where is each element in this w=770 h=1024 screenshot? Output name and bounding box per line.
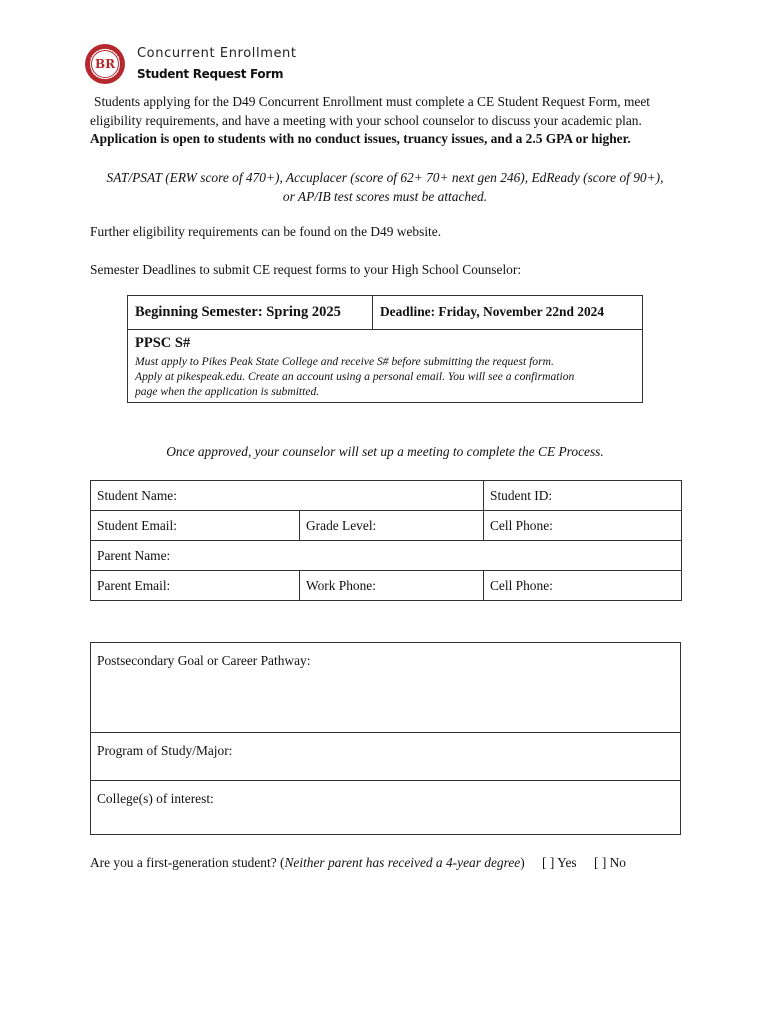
intro-text (90, 93, 690, 149)
intro-line-2: eligibility requirements, and have a meeting with your school counselor to discuss your academic plan. (90, 112, 642, 128)
ppsc-note-line-3: page when the application is submitted. (135, 385, 320, 398)
svg-text:BR: BR (94, 57, 116, 71)
first-gen-hint: Neither parent has received a 4-year degree (284, 855, 521, 870)
program-of-study-field[interactable] (91, 733, 680, 781)
parent-name-field[interactable]: Parent Name: (91, 541, 682, 571)
deadlines-intro: Semester Deadlines to submit CE request forms to your High School Counselor: (90, 262, 522, 277)
program-of-study-label: Program of Study/Major: (97, 743, 233, 758)
student-cell-phone-field[interactable]: Cell Phone: (484, 511, 682, 541)
deadline-divider (372, 296, 373, 329)
goals-box (90, 642, 681, 835)
intro-line-1: Students applying for the D49 Concurrent Enrollment must complete a CE Student Request Form, meet (94, 94, 650, 109)
table-row (91, 481, 682, 511)
header-subtitle: Student Request Form (137, 67, 284, 81)
parent-email-field[interactable]: Parent Email: (91, 571, 300, 601)
semester-label: Beginning Semester: Spring 2025 (135, 304, 341, 320)
ppsc-note (135, 354, 630, 399)
colleges-of-interest-label: College(s) of interest: (97, 791, 214, 806)
student-name-field[interactable]: Student Name: (91, 481, 484, 511)
first-gen-yes-checkbox[interactable]: [ ] Yes (542, 855, 577, 870)
ppsc-note-line-1: Must apply to Pikes Peak State College and receive S# before submitting the request form. (135, 355, 554, 368)
first-gen-text: Are you a first-generation student? ( (90, 855, 285, 870)
header-title: Concurrent Enrollment (137, 46, 297, 61)
ppsc-note-line-2: Apply at pikespeak.edu. Create an account using a personal email. You will see a confirmation (135, 370, 575, 383)
student-email-field[interactable]: Student Email: (91, 511, 300, 541)
test-scores-note (60, 168, 710, 206)
ppsc-title: PPSC S# (135, 335, 191, 351)
first-gen-no-checkbox[interactable]: [ ] No (594, 855, 626, 870)
table-row (91, 511, 682, 541)
first-gen-close: ) (520, 855, 525, 870)
postsecondary-goal-label: Postsecondary Goal or Career Pathway: (97, 653, 311, 668)
district-logo (84, 43, 126, 85)
work-phone-field[interactable]: Work Phone: (300, 571, 484, 601)
intro-line-3: Application is open to students with no conduct issues, truancy issues, and a 2.5 GPA or higher. (90, 131, 631, 147)
colleges-of-interest-field[interactable] (91, 781, 680, 834)
parent-cell-phone-field[interactable]: Cell Phone: (484, 571, 682, 601)
table-row (91, 571, 682, 601)
first-gen-question (90, 855, 626, 871)
grade-level-field[interactable]: Grade Level: (300, 511, 484, 541)
table-row (91, 541, 682, 571)
postsecondary-goal-field[interactable] (91, 643, 680, 733)
scores-line-2: or AP/IB test scores must be attached. (282, 189, 488, 204)
student-info-table (90, 480, 682, 601)
further-requirements: Further eligibility requirements can be found on the D49 website. (90, 224, 442, 239)
deadline-box (127, 295, 643, 403)
student-id-field[interactable]: Student ID: (484, 481, 682, 511)
deadline-label: Deadline: Friday, November 22nd 2024 (380, 304, 605, 319)
approved-note: Once approved, your counselor will set up a meeting to complete the CE Process. (166, 444, 604, 459)
scores-line-1: SAT/PSAT (ERW score of 470+), Accuplacer (score of 62+ 70+ next gen 246), EdReady (score of 90+), (106, 170, 664, 185)
